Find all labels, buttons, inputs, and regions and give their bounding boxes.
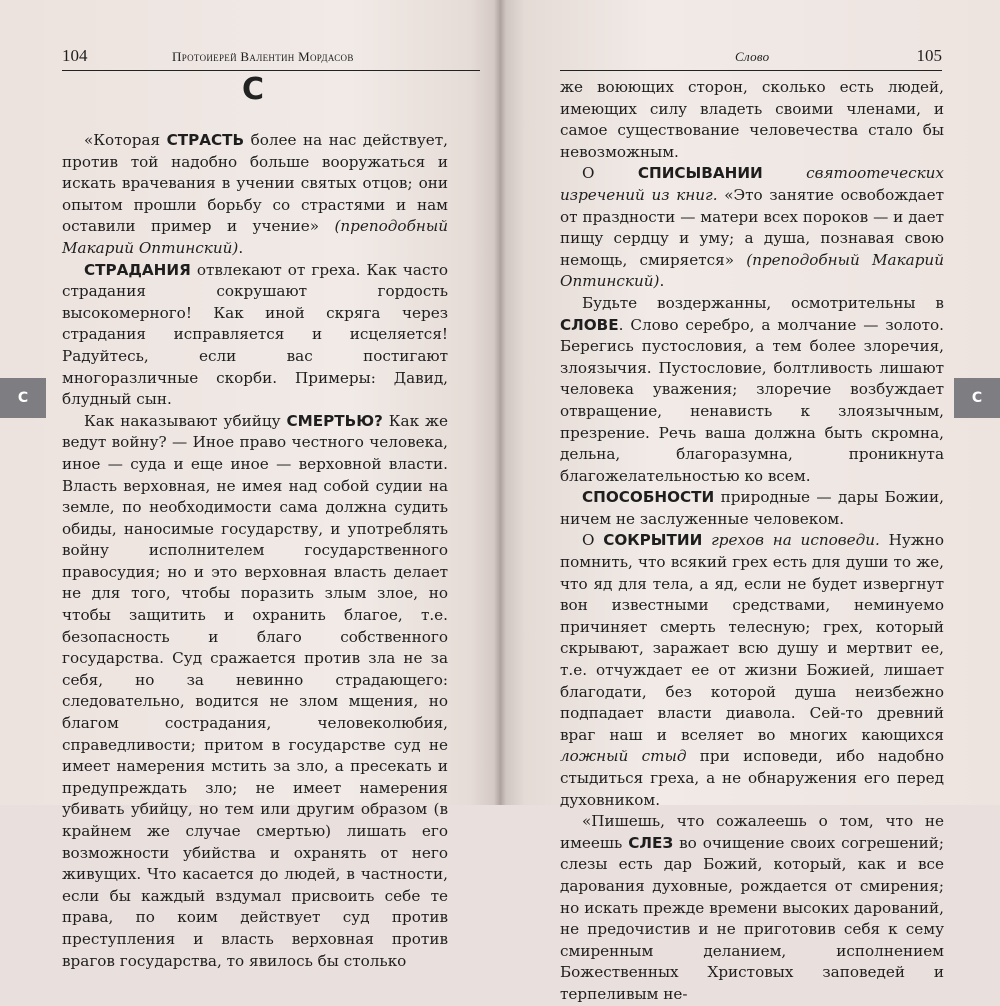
paragraph-continuation: же воюющих сторон, сколько есть людей, имеющих силу владеть своими членами, и самое существование человечества стало бы невозможным.	[560, 78, 944, 161]
term-sposobnosti: СПОСОБНОСТИ	[582, 488, 715, 507]
paragraph-spisyvanii: О СПИСЫВАНИИ святоотеческих изречений из книг. «Это занятие освобождает от праздности — матери всех пороков — и дает пищу сердцу и уму; а душа, познавая свою немощь, смиряется» (преподобный Макарий Оптинский).	[560, 164, 944, 291]
paragraph-sposobnosti: СПОСОБНОСТИ природные — дары Божии, ничем не заслуженные человеком.	[560, 488, 944, 528]
paragraph-sokrytii: О СОКРЫТИИ грехов на исповеди. Нужно помнить, что всякий грех есть для души то же, что яд для тела, а яд, если не будет извергнут вон известными средствами, неминуемо причиняет смерть телесную; грех, который скрывают, заражает всю душу и мертвит ее, т.е. отчуждает ее от жизни Божией, лишает благодати, без которой душа неизбежно подпадает власти диавола. Сей-то древний враг наш и вселяет во многих кающихся ложный стыд при исповеди, ибо надобно стыдиться греха, а не обнаружения его перед духовником.	[560, 531, 945, 809]
paragraph-slez: «Пишешь, что сожалеешь о том, что не имеешь СЛЕЗ во очищение своих согрешений; слезы есть дар Божий, который, как и все дарования духовные, рождается от смирения; но искать прежде времени высоких дарований, не предочистив и не приготовив себя к сему смиренным деланием, исполнением Божественных Христовых заповедей и терпеливым не-	[560, 812, 944, 1003]
term-sokrytii: СОКРЫТИИ	[603, 531, 703, 550]
left-header	[62, 48, 480, 71]
right-thumb-tab: С	[954, 378, 1000, 418]
left-thumb-tab: С	[0, 378, 46, 418]
term-slove: СЛОВЕ	[560, 315, 619, 334]
paragraph-slove: Будьте воздержанны, осмотрительны в СЛОВЕ. Слово серебро, а молчание — золото. Берегись пустословия, а тем более злоречия, злоязычия. Пустословие, болтливость лишают человека уважения; злоречие возбуждает отвращение, ненависть к злоязычным, презрение. Речь ваша должна быть скромна, дельна, благоразумна, проникнута благожелательностью ко всем.	[560, 293, 944, 485]
left-running-title: Протоиерей Валентин Мордасов	[172, 49, 354, 64]
section-letter: С	[242, 72, 265, 107]
paragraph-smertyu: Как наказывают убийцу СМЕРТЬЮ? Как же ведут войну? — Иное право честного человека, иное — суда и еще иное — верховной власти. Власть верховная, не имея над собой судии на земле, по необходимости сама должна судить обиды, наносимые государству, и употреблять войну исполнителем государственного правосудия; но и это верховная власть делает не для того, чтобы поразить злым злое, но чтобы защитить и охранить благое, т.е. безопасность и благо собственного государства. Суд сражается против зла не за себя, но за невинно страдающего: следовательно, водится не злом мщения, но благом сострадания, человеколюбия, справедливости; притом в государстве суд не имеет намерения мстить за зло, а пресекать и предупреждать зло; не имеет намерения убивать убийцу, но тем или другим образом (в крайнем же случае смертью) лишать его возможности убийства и охранять от него живущих. Что касается до людей, в частности, если бы каждый вздумал присвоить себе те права, по коим действует суд против преступления и власть верховная против врагов государства, то явилось бы столько	[62, 411, 448, 970]
left-page-number: 104	[62, 46, 88, 65]
term-strast: СТРАСТЬ	[166, 131, 245, 149]
term-slez: СЛЕЗ	[628, 833, 674, 852]
left-page	[0, 0, 500, 970]
term-spisyvanii: СПИСЫВАНИИ	[637, 164, 763, 183]
right-page-number: 105	[916, 46, 942, 65]
left-body-text	[62, 130, 448, 972]
right-running-title: Слово	[735, 49, 770, 64]
paragraph-stradaniya: СТРАДАНИЯ отвлекают от греха. Как часто страдания сокрушают гордость высокомерного! Как иной скряга через страдания исправляется и исцеляется! Радуйтесь, если вас постигают многоразличные скорби. Примеры: Давид, блудный сын.	[62, 260, 448, 409]
term-smertyu: СМЕРТЬЮ?	[286, 411, 383, 430]
right-header	[560, 48, 942, 71]
right-page	[500, 0, 1000, 1003]
right-body-text	[560, 77, 944, 1006]
book-gutter	[494, 0, 506, 805]
paragraph-strast: «Которая СТРАСТЬ более на нас действует, против той надобно больше вооружаться и искать врачевания в учении святых отцов; они опытом прошли борьбу со страстями и нам оставили пример и учение» (преподобный Макарий Оптинский).	[62, 131, 448, 257]
term-stradaniya: СТРАДАНИЯ	[84, 260, 191, 279]
